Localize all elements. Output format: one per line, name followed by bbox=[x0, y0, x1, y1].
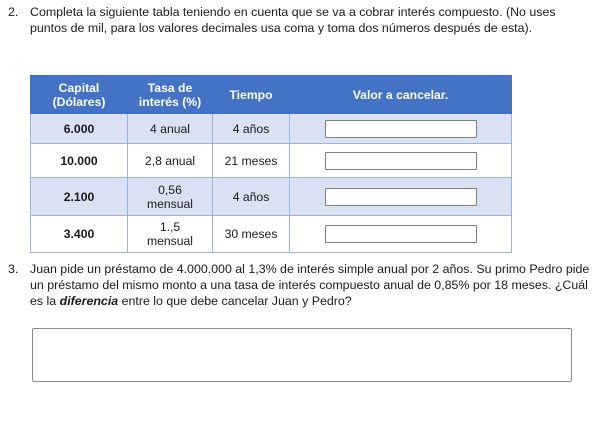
question-2-text: Completa la siguiente tabla teniendo en cuenta que se va a cobrar interés compuesto. (No uses puntos de mil, para los valores decimales usa coma y toma dos números después de esta). bbox=[30, 5, 556, 35]
question-3-text: Juan pide un préstamo de 4.000.000 al 1,3% de interés simple anual por 2 años. Su primo Pedro pide un préstamo del mismo monto a una tasa de interés compuesto anual de 0,85% por 18 meses. ¿Cuál es la diferencia entre lo que debe cancelar Juan y Pedro? bbox=[30, 262, 590, 308]
cell-tasa: 2,8 anual bbox=[128, 144, 213, 178]
cell-tasa: 4 anual bbox=[128, 114, 213, 144]
emphasis-word: diferencia bbox=[59, 294, 119, 308]
question-2-number: 2. bbox=[8, 5, 19, 19]
header-tiempo: Tiempo bbox=[213, 76, 290, 114]
header-valor: Valor a cancelar. bbox=[290, 76, 512, 114]
table-header-row bbox=[31, 76, 512, 114]
cell-valor bbox=[290, 178, 512, 216]
cell-capital: 2.100 bbox=[31, 178, 128, 216]
cell-valor bbox=[290, 144, 512, 178]
cell-capital: 3.400 bbox=[31, 216, 128, 253]
answer-box[interactable] bbox=[32, 328, 572, 382]
table-row bbox=[31, 144, 512, 178]
cell-tasa: 1.,5 mensual bbox=[128, 216, 213, 253]
answer-input[interactable] bbox=[325, 188, 477, 206]
answer-input[interactable] bbox=[325, 225, 477, 243]
cell-tiempo: 21 meses bbox=[213, 144, 290, 178]
cell-valor bbox=[290, 216, 512, 253]
cell-tasa: 0,56 mensual bbox=[128, 178, 213, 216]
table-row bbox=[31, 178, 512, 216]
cell-capital: 6.000 bbox=[31, 114, 128, 144]
question-3-number: 3. bbox=[8, 262, 19, 276]
answer-input[interactable] bbox=[325, 152, 477, 170]
answer-input[interactable] bbox=[325, 120, 477, 138]
interest-table bbox=[30, 75, 512, 253]
header-capital: Capital (Dólares) bbox=[31, 76, 128, 114]
cell-capital: 10.000 bbox=[31, 144, 128, 178]
question-2 bbox=[8, 4, 593, 36]
table-row bbox=[31, 114, 512, 144]
table-row bbox=[31, 216, 512, 253]
header-tasa: Tasa de interés (%) bbox=[128, 76, 213, 114]
cell-tiempo: 4 años bbox=[213, 178, 290, 216]
question-3 bbox=[8, 261, 593, 309]
cell-tiempo: 4 años bbox=[213, 114, 290, 144]
cell-valor bbox=[290, 114, 512, 144]
cell-tiempo: 30 meses bbox=[213, 216, 290, 253]
